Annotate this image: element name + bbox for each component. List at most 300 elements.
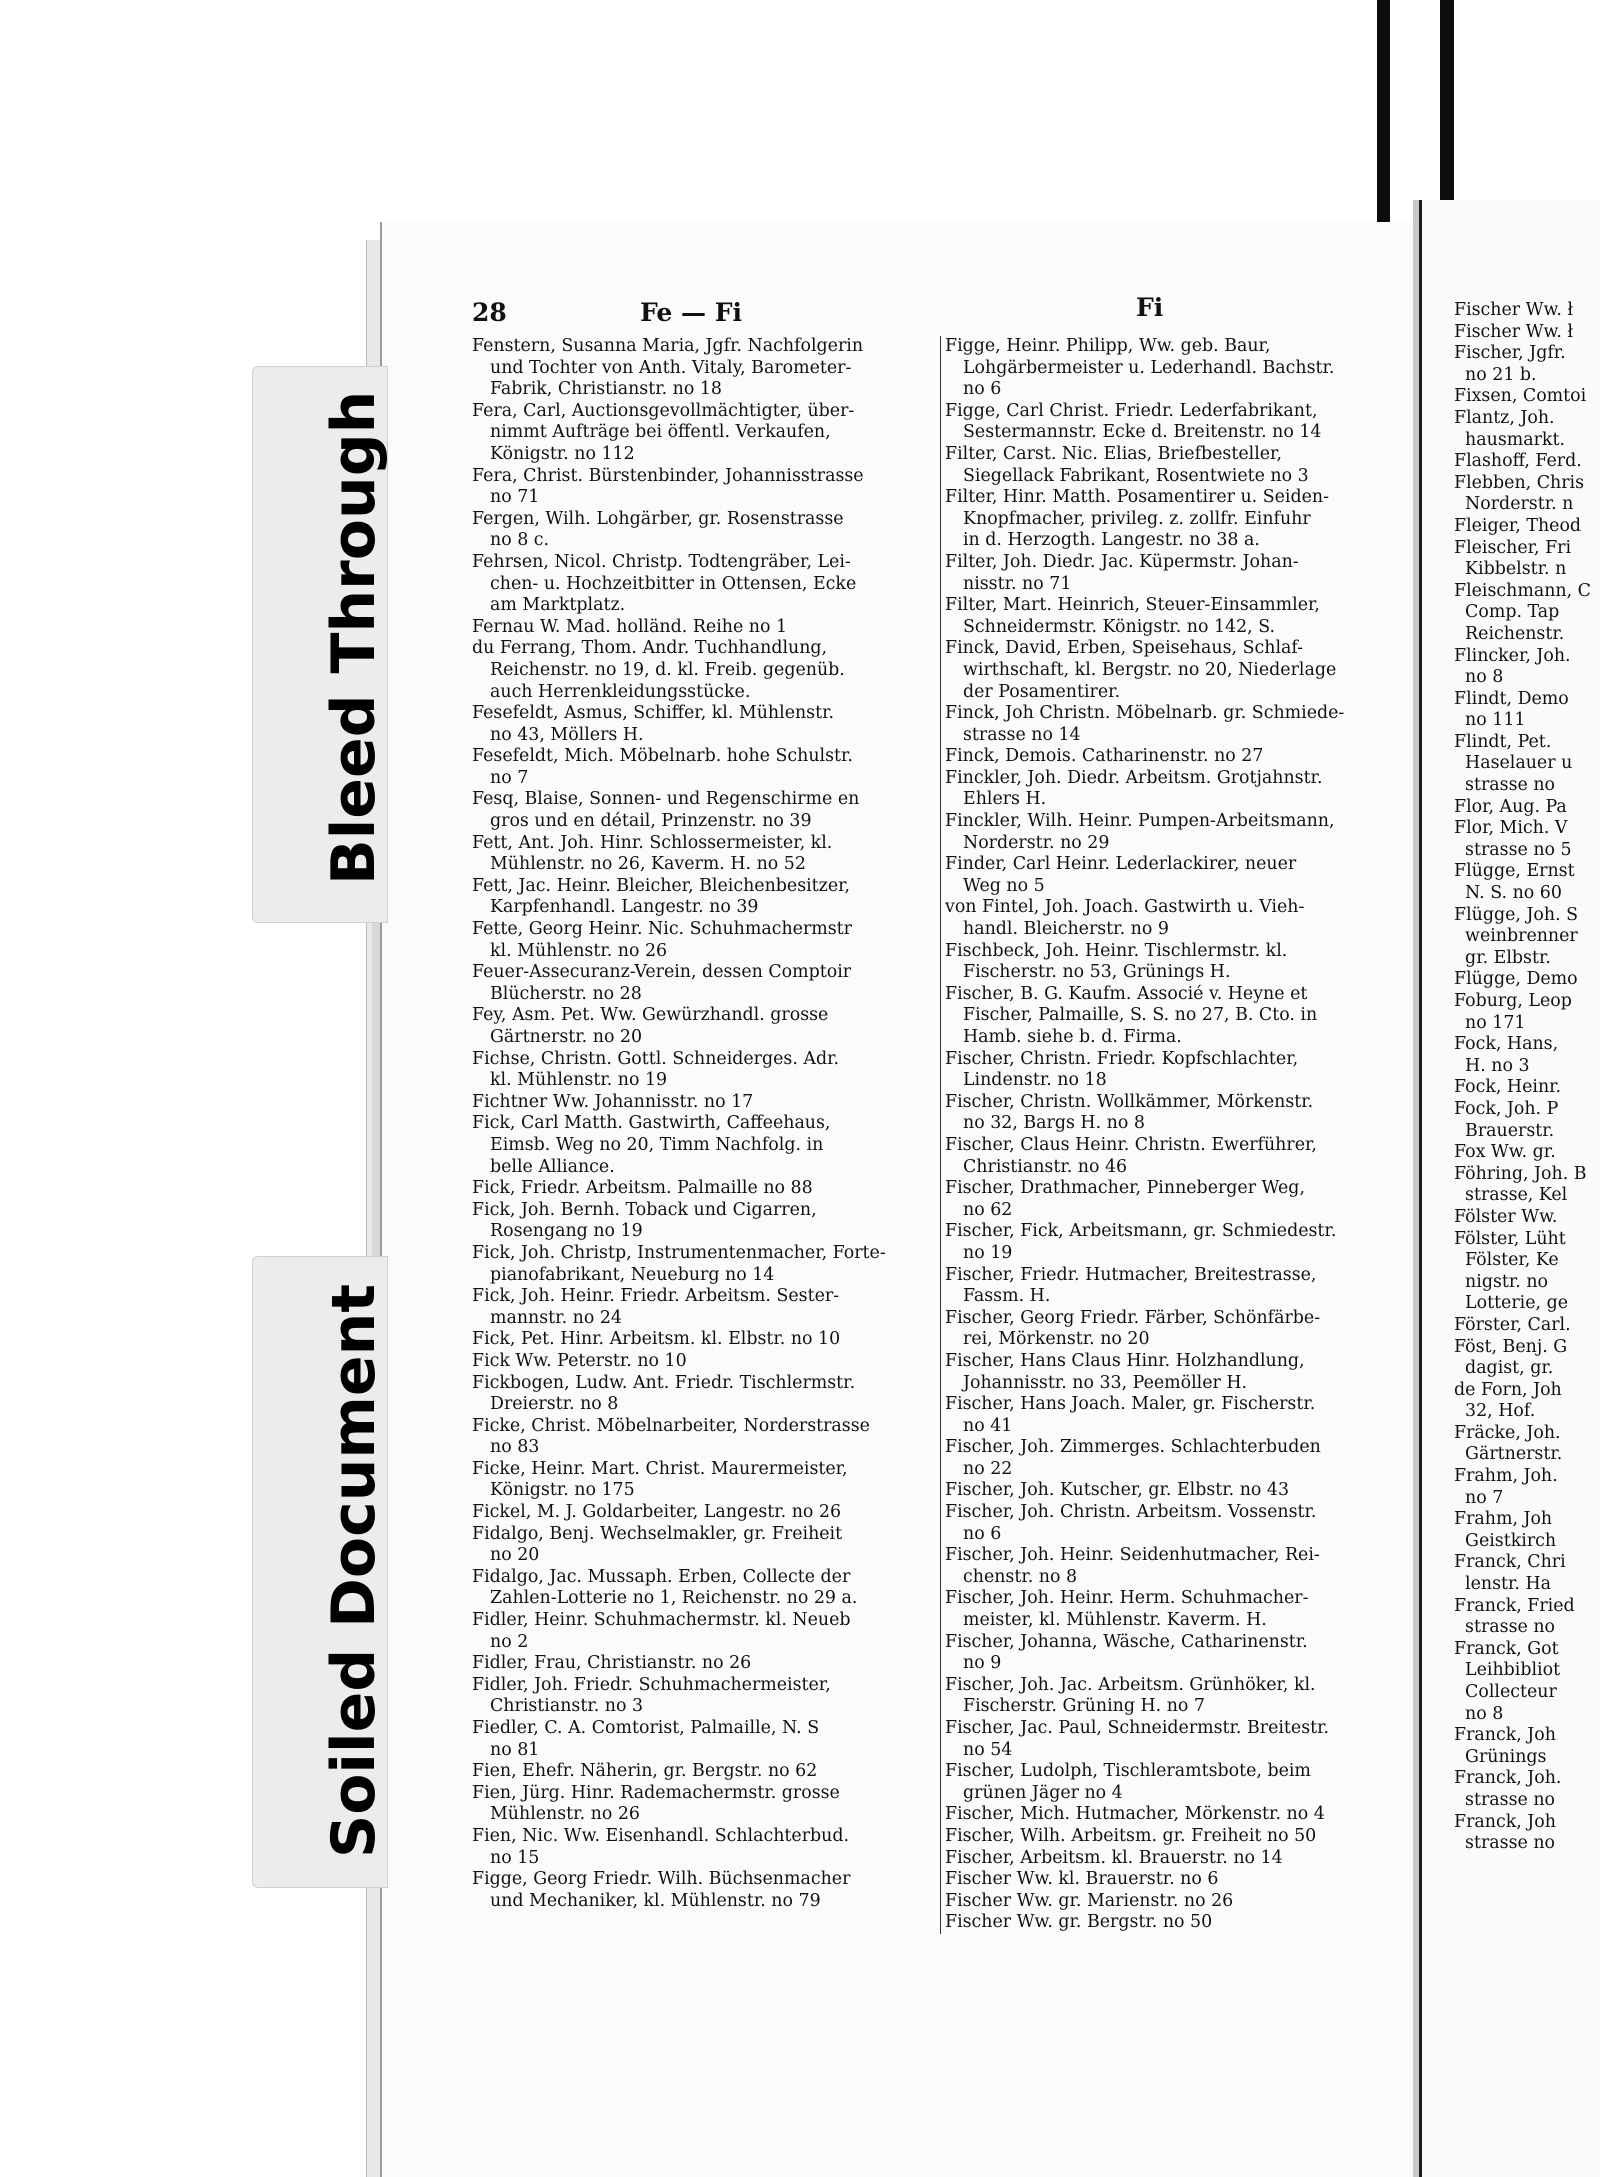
- entry-line: Blücherstr. no 28: [490, 983, 642, 1004]
- entry-line: Fichse, Christn. Gottl. Schneiderges. Adr.: [472, 1048, 840, 1069]
- entry-line: Siegellack Fabrikant, Rosentwiete no 3: [963, 465, 1309, 486]
- entry-line: Fien, Jürg. Hinr. Rademachermstr. grosse: [472, 1782, 840, 1803]
- entry-line: Fidalgo, Benj. Wechselmakler, gr. Freiheit: [472, 1523, 843, 1544]
- next-page-line: Fölster, Lüht: [1454, 1228, 1566, 1249]
- directory-entry: [472, 789, 930, 832]
- entry-line: Fernau W. Mad. holländ. Reihe no 1: [472, 616, 788, 637]
- directory-entry: [472, 1373, 930, 1416]
- directory-entry: [472, 1567, 930, 1610]
- entry-line: Christianstr. no 46: [963, 1156, 1128, 1177]
- next-page-line: Fleischer, Fri: [1454, 537, 1572, 558]
- directory-entry: [945, 1826, 1393, 1848]
- next-page-line: nigstr. no: [1454, 1271, 1548, 1292]
- entry-line: Fiedler, C. A. Comtorist, Palmaille, N. S: [472, 1718, 820, 1738]
- directory-entry: [472, 1178, 930, 1200]
- directory-entry: [472, 1416, 930, 1459]
- directory-entry: [945, 1912, 1393, 1934]
- directory-entry: [945, 1632, 1393, 1675]
- entry-line: Filter, Hinr. Matth. Posamentirer u. Seiden-: [945, 487, 1329, 508]
- next-page-line: Fischer Ww. ł: [1454, 300, 1574, 320]
- entry-line: Fick, Pet. Hinr. Arbeitsm. kl. Elbstr. no 10: [472, 1329, 841, 1350]
- entry-line: Fien, Ehefr. Näherin, gr. Bergstr. no 62: [472, 1761, 818, 1782]
- entry-line: Fick, Joh. Heinr. Friedr. Arbeitsm. Sester-: [472, 1286, 840, 1307]
- directory-entry: [472, 1092, 930, 1114]
- next-page-line: Flügge, Demo: [1454, 969, 1578, 990]
- next-page-line: Fock, Heinr.: [1454, 1077, 1562, 1098]
- next-page-line: strasse, Kel: [1454, 1185, 1568, 1206]
- next-page-line: N. S. no 60: [1454, 883, 1562, 904]
- next-page-line: Flügge, Ernst: [1454, 861, 1575, 882]
- next-page-line: Foburg, Leop: [1454, 991, 1572, 1011]
- directory-entry: [472, 1869, 930, 1912]
- next-page-line: Fock, Joh. P: [1454, 1098, 1559, 1119]
- next-page-line: Reichenstr.: [1454, 623, 1565, 644]
- entry-line: Königstr. no 112: [490, 443, 635, 464]
- directory-entry: [945, 552, 1393, 595]
- entry-line: Figge, Georg Friedr. Wilh. Büchsenmacher: [472, 1869, 851, 1890]
- directory-entry: [945, 487, 1393, 552]
- next-page-line: Flor, Mich. V: [1454, 818, 1568, 839]
- entry-line: Weg no 5: [963, 875, 1045, 896]
- directory-entry: [945, 1480, 1393, 1502]
- directory-entry: [472, 1783, 930, 1826]
- next-page-line: no 21 b.: [1454, 364, 1537, 385]
- next-page-line: strasse no: [1454, 1833, 1555, 1854]
- next-page-line: Fräcke, Joh.: [1454, 1422, 1561, 1443]
- entry-line: Finck, David, Erben, Speisehaus, Schlaf-: [945, 638, 1304, 659]
- directory-entry: [945, 1049, 1393, 1092]
- directory-entry: [472, 962, 930, 1005]
- entry-line: Fickbogen, Ludw. Ant. Friedr. Tischlermstr.: [472, 1372, 856, 1393]
- directory-entry: [945, 1804, 1393, 1826]
- entry-line: Johannisstr. no 33, Peemöller H.: [963, 1372, 1248, 1393]
- next-page-line: no 8: [1454, 667, 1504, 688]
- next-page-line: Flantz, Joh.: [1454, 407, 1555, 428]
- directory-entry: [945, 1718, 1393, 1761]
- next-page-line: Flindt, Pet.: [1454, 731, 1552, 752]
- entry-line: Fabrik, Christianstr. no 18: [490, 379, 722, 400]
- entry-line: Feuer-Assecuranz-Verein, dessen Comptoir: [472, 962, 852, 983]
- directory-entry: [945, 1588, 1393, 1631]
- directory-entry: [472, 1200, 930, 1243]
- entry-line: Fischer, Wilh. Arbeitsm. gr. Freiheit no 50: [945, 1825, 1317, 1846]
- next-page-line: Franck, Joh: [1454, 1811, 1556, 1832]
- directory-entry: [472, 1329, 930, 1351]
- entry-line: Mühlenstr. no 26: [490, 1804, 640, 1825]
- entry-line: Ficke, Heinr. Mart. Christ. Maurermeister,: [472, 1458, 848, 1479]
- entry-line: Rosengang no 19: [490, 1221, 643, 1242]
- next-page-line: Franck, Joh.: [1454, 1768, 1562, 1789]
- entry-line: Fick, Friedr. Arbeitsm. Palmaille no 88: [472, 1178, 813, 1199]
- next-page-line: 32, Hof.: [1454, 1401, 1536, 1422]
- next-page-column: [1454, 300, 1600, 1855]
- directory-entry: [945, 941, 1393, 984]
- entry-line: Fidler, Joh. Friedr. Schuhmachermeister,: [472, 1674, 831, 1695]
- entry-line: Schneidermstr. Königstr. no 142, S.: [963, 616, 1276, 637]
- entry-line: Fesefeldt, Asmus, Schiffer, kl. Mühlenstr.: [472, 703, 835, 724]
- entry-line: no 43, Möllers H.: [490, 724, 644, 745]
- next-page-line: Franck, Chri: [1454, 1552, 1566, 1573]
- next-page-line: no 8: [1454, 1703, 1504, 1724]
- entry-line: Fischer, Joh. Heinr. Herm. Schuhmacher-: [945, 1588, 1309, 1609]
- entry-line: kl. Mühlenstr. no 19: [490, 1070, 668, 1091]
- entry-line: mannstr. no 24: [490, 1307, 622, 1328]
- entry-line: Reichenstr. no 19, d. kl. Freib. gegenüb.: [490, 659, 845, 680]
- entry-line: Fischer, Joh. Zimmerges. Schlachterbuden: [945, 1437, 1321, 1458]
- next-page-line: no 111: [1454, 710, 1526, 731]
- scan-edge-stripe: [1440, 0, 1454, 200]
- entry-line: Fergen, Wilh. Lohgärber, gr. Rosenstrasse: [472, 508, 844, 529]
- directory-entry: [472, 1761, 930, 1783]
- next-page-line: Fleischmann, C: [1454, 580, 1591, 601]
- entry-line: der Posamentirer.: [963, 681, 1121, 702]
- next-page-line: lenstr. Ha: [1454, 1574, 1552, 1595]
- entry-line: no 83: [490, 1437, 540, 1458]
- directory-entry: [945, 811, 1393, 854]
- entry-line: Fick, Carl Matth. Gastwirth, Caffeehaus,: [472, 1113, 831, 1134]
- entry-line: Fischer, Joh. Christn. Arbeitsm. Vossenstr.: [945, 1502, 1317, 1523]
- entry-line: no 6: [963, 379, 1002, 400]
- entry-line: Fischer Ww. gr. Bergstr. no 50: [945, 1912, 1213, 1933]
- entry-line: no 54: [963, 1739, 1013, 1760]
- entry-line: Knopfmacher, privileg. z. zollfr. Einfuhr: [963, 508, 1311, 529]
- entry-line: Fett, Jac. Heinr. Bleicher, Bleichenbesitzer,: [472, 875, 851, 896]
- next-page-line: Norderstr. n: [1454, 494, 1574, 515]
- entry-line: Fischer, Joh. Heinr. Seidenhutmacher, Rei-: [945, 1545, 1320, 1566]
- entry-line: Fidler, Heinr. Schuhmachermstr. kl. Neueb: [472, 1610, 851, 1631]
- entry-line: Norderstr. no 29: [963, 832, 1110, 853]
- entry-line: no 41: [963, 1415, 1013, 1436]
- directory-entry: [945, 1092, 1393, 1135]
- entry-line: Filter, Joh. Diedr. Jac. Küpermstr. Johan-: [945, 551, 1299, 572]
- next-page-line: weinbrenner: [1454, 926, 1578, 947]
- next-page-line: Franck, Got: [1454, 1638, 1559, 1659]
- directory-entry: [945, 1178, 1393, 1221]
- entry-line: Fesefeldt, Mich. Möbelnarb. hohe Schulstr.: [472, 746, 853, 767]
- next-page-line: Flügge, Joh. S: [1454, 904, 1579, 925]
- directory-entry: [945, 1135, 1393, 1178]
- next-page-line: strasse no 5: [1454, 839, 1572, 860]
- directory-entry: [472, 466, 930, 509]
- entry-line: von Fintel, Joh. Joach. Gastwirth u. Vieh-: [945, 897, 1305, 918]
- next-page-line: Brauerstr.: [1454, 1120, 1555, 1141]
- entry-line: Zahlen-Lotterie no 1, Reichenstr. no 29 a.: [490, 1588, 858, 1609]
- entry-line: Fera, Christ. Bürstenbinder, Johannisstrasse: [472, 465, 864, 486]
- entry-line: Figge, Heinr. Philipp, Ww. geb. Baur,: [945, 336, 1271, 356]
- entry-line: no 19: [963, 1242, 1013, 1263]
- next-page-line: Flashoff, Ferd.: [1454, 451, 1582, 472]
- directory-entry: [945, 1394, 1393, 1437]
- directory-entry: [472, 1524, 930, 1567]
- entry-line: Fette, Georg Heinr. Nic. Schuhmachermstr: [472, 919, 852, 940]
- directory-entry: [472, 876, 930, 919]
- page-number: 28: [472, 298, 507, 327]
- next-page-line: H. no 3: [1454, 1055, 1530, 1076]
- entry-line: Ehlers H.: [963, 789, 1047, 810]
- next-page-line: Föst, Benj. G: [1454, 1336, 1568, 1357]
- next-page-line: Fox Ww. gr.: [1454, 1142, 1556, 1163]
- entry-line: auch Herrenkleidungsstücke.: [490, 681, 751, 702]
- entry-line: und Mechaniker, kl. Mühlenstr. no 79: [490, 1890, 821, 1911]
- directory-entry: [472, 1243, 930, 1286]
- next-page-line: Fischer Ww. ł: [1454, 321, 1574, 342]
- directory-entry: [945, 1848, 1393, 1870]
- entry-line: chen- u. Hochzeitbitter in Ottensen, Ecke: [490, 573, 857, 594]
- entry-line: wirthschaft, kl. Bergstr. no 20, Niederlage: [963, 659, 1337, 680]
- directory-entry: [472, 638, 930, 703]
- entry-line: grünen Jäger no 4: [963, 1782, 1123, 1803]
- entry-line: Fischer, Claus Heinr. Christn. Ewerführer,: [945, 1134, 1317, 1155]
- entry-line: gros und en détail, Prinzenstr. no 39: [490, 811, 812, 832]
- entry-line: Fidalgo, Jac. Mussaph. Erben, Collecte der: [472, 1566, 851, 1587]
- entry-line: rei, Mörkenstr. no 20: [963, 1329, 1150, 1350]
- directory-entry: [472, 1675, 930, 1718]
- next-page-line: strasse no: [1454, 1617, 1555, 1638]
- next-page-line: Lotterie, ge: [1454, 1293, 1568, 1314]
- next-page-line: Leihbibliot: [1454, 1660, 1561, 1681]
- next-page-line: strasse no: [1454, 1789, 1555, 1810]
- entry-line: no 20: [490, 1545, 540, 1566]
- entry-line: Lindenstr. no 18: [963, 1070, 1107, 1091]
- directory-entry: [472, 833, 930, 876]
- next-page-line: strasse no: [1454, 775, 1555, 796]
- entry-line: Fehrsen, Nicol. Christp. Todtengräber, Lei-: [472, 551, 851, 572]
- entry-line: Lohgärbermeister u. Lederhandl. Bachstr.: [963, 357, 1335, 378]
- entry-line: Fassm. H.: [963, 1286, 1051, 1307]
- entry-line: Filter, Carst. Nic. Elias, Briefbesteller,: [945, 443, 1282, 464]
- entry-line: Fischer, Drathmacher, Pinneberger Weg,: [945, 1178, 1305, 1199]
- entry-line: Fick, Joh. Christp, Instrumentenmacher, Forte-: [472, 1242, 886, 1263]
- entry-line: Christianstr. no 3: [490, 1696, 644, 1717]
- entry-line: Sestermannstr. Ecke d. Breitenstr. no 14: [963, 422, 1322, 443]
- entry-line: Dreierstr. no 8: [490, 1394, 619, 1415]
- directory-entry: [945, 854, 1393, 897]
- directory-entry: [945, 336, 1393, 401]
- entry-line: Königstr. no 175: [490, 1480, 635, 1501]
- next-page-line: Haselauer u: [1454, 753, 1573, 774]
- directory-entry: [472, 703, 930, 746]
- entry-line: Fischer Ww. kl. Brauerstr. no 6: [945, 1869, 1219, 1890]
- entry-line: Fischer, Johanna, Wäsche, Catharinenstr.: [945, 1631, 1308, 1652]
- entry-line: Fischer, Hans Claus Hinr. Holzhandlung,: [945, 1350, 1305, 1371]
- entry-line: Fischerstr. no 53, Grünings H.: [963, 962, 1231, 983]
- directory-entry: [945, 1761, 1393, 1804]
- directory-entry: [472, 919, 930, 962]
- entry-line: no 7: [490, 767, 529, 788]
- directory-entry: [945, 703, 1393, 746]
- entry-line: no 9: [963, 1653, 1002, 1674]
- entry-line: Fett, Ant. Joh. Hinr. Schlossermeister, kl.: [472, 832, 833, 853]
- entry-line: Fischer, Mich. Hutmacher, Mörkenstr. no 4: [945, 1804, 1325, 1825]
- entry-line: no 15: [490, 1847, 540, 1868]
- entry-line: Mühlenstr. no 26, Kaverm. H. no 52: [490, 854, 806, 875]
- next-page-line: Frahm, Joh.: [1454, 1466, 1558, 1487]
- entry-line: Finder, Carl Heinr. Lederlackirer, neuer: [945, 854, 1297, 875]
- next-page-line: Frahm, Joh: [1454, 1509, 1553, 1530]
- left-column: [472, 336, 930, 1912]
- entry-line: Fischer, Christn. Friedr. Kopfschlachter,: [945, 1048, 1299, 1069]
- entry-line: Fick Ww. Peterstr. no 10: [472, 1350, 687, 1371]
- directory-entry: [945, 638, 1393, 703]
- running-title: Fe — Fi: [640, 298, 742, 327]
- entry-line: Fidler, Frau, Christianstr. no 26: [472, 1653, 752, 1674]
- entry-line: Fischer, Arbeitsm. kl. Brauerstr. no 14: [945, 1847, 1283, 1868]
- next-page-line: Fixsen, Comtoi: [1454, 386, 1587, 407]
- directory-entry: [472, 1610, 930, 1653]
- entry-line: Fischerstr. Grüning H. no 7: [963, 1696, 1205, 1717]
- directory-entry: [472, 746, 930, 789]
- directory-entry: [472, 1113, 930, 1178]
- directory-entry: [472, 1718, 930, 1761]
- entry-line: Fera, Carl, Auctionsgevollmächtigter, über-: [472, 400, 855, 421]
- next-page-line: hausmarkt.: [1454, 429, 1565, 450]
- entry-line: Finckler, Wilh. Heinr. Pumpen-Arbeitsmann,: [945, 811, 1335, 832]
- directory-entry: [945, 1545, 1393, 1588]
- directory-entry: [472, 1653, 930, 1675]
- directory-entry: [472, 552, 930, 617]
- entry-line: no 81: [490, 1739, 540, 1760]
- entry-line: nisstr. no 71: [963, 573, 1072, 594]
- entry-line: Fischer, B. G. Kaufm. Associé v. Heyne et: [945, 983, 1308, 1004]
- entry-line: chenstr. no 8: [963, 1566, 1078, 1587]
- entry-line: Filter, Mart. Heinrich, Steuer-Einsammler,: [945, 595, 1320, 616]
- entry-line: Finck, Demois. Catharinenstr. no 27: [945, 746, 1264, 767]
- entry-line: Finckler, Joh. Diedr. Arbeitsm. Grotjahnstr.: [945, 767, 1323, 788]
- directory-entry: [472, 1286, 930, 1329]
- directory-entry: [945, 768, 1393, 811]
- directory-entry: [945, 1308, 1393, 1351]
- entry-line: Fischer, Palmaille, S. S. no 27, B. Cto. in: [963, 1005, 1318, 1026]
- entry-line: Hamb. siehe b. d. Firma.: [963, 1027, 1182, 1047]
- next-page-line: Collecteur: [1454, 1682, 1557, 1702]
- entry-line: Fickel, M. J. Goldarbeiter, Langestr. no 26: [472, 1502, 842, 1523]
- entry-line: in d. Herzogth. Langestr. no 38 a.: [963, 530, 1260, 551]
- entry-line: Fichtner Ww. Johannisstr. no 17: [472, 1091, 754, 1112]
- entry-line: Fien, Nic. Ww. Eisenhandl. Schlachterbud.: [472, 1825, 850, 1846]
- directory-entry: [945, 1437, 1393, 1480]
- entry-line: nimmt Aufträge bei öffentl. Verkaufen,: [490, 422, 831, 443]
- entry-line: Fischer, Joh. Jac. Arbeitsm. Grünhöker, kl.: [945, 1674, 1316, 1695]
- entry-line: am Marktplatz.: [490, 595, 626, 616]
- entry-line: Fischer, Fick, Arbeitsmann, gr. Schmiedestr.: [945, 1221, 1337, 1242]
- entry-line: Eimsb. Weg no 20, Timm Nachfolg. in: [490, 1134, 824, 1155]
- next-page-line: no 171: [1454, 1012, 1526, 1033]
- entry-line: belle Alliance.: [490, 1156, 615, 1177]
- entry-line: Fenstern, Susanna Maria, Jgfr. Nachfolgerin: [472, 336, 864, 356]
- directory-entry: [472, 1502, 930, 1524]
- directory-entry: [945, 444, 1393, 487]
- next-page-line: Fischer, Jgfr.: [1454, 343, 1566, 364]
- entry-line: Fischbeck, Joh. Heinr. Tischlermstr. kl.: [945, 940, 1288, 961]
- directory-entry: [945, 1869, 1393, 1891]
- entry-line: no 6: [963, 1523, 1002, 1544]
- next-page-line: Fölster, Ke: [1454, 1250, 1559, 1271]
- directory-entry: [945, 984, 1393, 1049]
- next-page-line: Kibbelstr. n: [1454, 559, 1567, 580]
- entry-line: strasse no 14: [963, 724, 1081, 745]
- directory-entry: [945, 1891, 1393, 1913]
- entry-line: Fischer, Joh. Kutscher, gr. Elbstr. no 43: [945, 1480, 1290, 1501]
- entry-line: Fischer, Georg Friedr. Färber, Schönfärbe-: [945, 1307, 1321, 1328]
- right-column: [940, 336, 1393, 1934]
- entry-line: du Ferrang, Thom. Andr. Tuchhandlung,: [472, 638, 828, 659]
- entry-line: Fischer, Hans Joach. Maler, gr. Fischerstr.: [945, 1394, 1316, 1415]
- next-page-line: Flindt, Demo: [1454, 688, 1569, 709]
- entry-line: no 62: [963, 1199, 1013, 1220]
- directory-entry: [472, 617, 930, 639]
- next-page-line: Comp. Tap: [1454, 602, 1560, 623]
- entry-line: no 22: [963, 1458, 1013, 1479]
- entry-line: meister, kl. Mühlenstr. Kaverm. H.: [963, 1610, 1267, 1631]
- scan-edge-stripe: [1377, 0, 1390, 245]
- next-page-title: Fi: [1136, 293, 1164, 322]
- entry-line: pianofabrikant, Neueburg no 14: [490, 1264, 775, 1285]
- next-page-line: Fock, Hans,: [1454, 1034, 1559, 1055]
- next-page-line: Franck, Joh: [1454, 1725, 1556, 1746]
- entry-line: Fischer, Friedr. Hutmacher, Breitestrasse,: [945, 1264, 1317, 1285]
- next-page-line: de Forn, Joh: [1454, 1379, 1562, 1400]
- next-page-line: Fleiger, Theod: [1454, 515, 1582, 536]
- entry-line: Karpfenhandl. Langestr. no 39: [490, 897, 759, 918]
- directory-entry: [472, 1049, 930, 1092]
- entry-line: Fischer, Jac. Paul, Schneidermstr. Breitestr.: [945, 1718, 1330, 1738]
- next-page-line: no 7: [1454, 1487, 1504, 1508]
- entry-line: kl. Mühlenstr. no 26: [490, 940, 668, 961]
- entry-line: Fey, Asm. Pet. Ww. Gewürzhandl. grosse: [472, 1005, 829, 1026]
- entry-line: no 8 c.: [490, 530, 550, 551]
- directory-entry: [945, 897, 1393, 940]
- entry-line: no 2: [490, 1631, 529, 1652]
- entry-line: Figge, Carl Christ. Friedr. Lederfabrikant,: [945, 400, 1318, 421]
- soiled-document-label: Soiled Document: [319, 1283, 389, 1858]
- entry-line: Fischer Ww. gr. Marienstr. no 26: [945, 1890, 1234, 1911]
- next-page-line: Flebben, Chris: [1454, 472, 1585, 493]
- directory-entry: [945, 746, 1393, 768]
- next-page-line: gr. Elbstr.: [1454, 947, 1551, 968]
- entry-line: no 71: [490, 487, 540, 508]
- entry-line: Fick, Joh. Bernh. Toback und Cigarren,: [472, 1199, 817, 1220]
- directory-entry: [472, 1005, 930, 1048]
- entry-line: Gärtnerstr. no 20: [490, 1027, 643, 1047]
- bleed-through-label: Bleed Through: [319, 390, 389, 885]
- directory-entry: [472, 1459, 930, 1502]
- entry-line: handl. Bleicherstr. no 9: [963, 919, 1169, 940]
- entry-line: Ficke, Christ. Möbelnarbeiter, Norderstrasse: [472, 1415, 870, 1436]
- next-page-line: Flincker, Joh.: [1454, 645, 1571, 666]
- directory-entry: [945, 1502, 1393, 1545]
- next-page-line: Franck, Fried: [1454, 1595, 1575, 1616]
- next-page-line: Gärtnerstr.: [1454, 1444, 1563, 1465]
- directory-entry: [472, 1826, 930, 1869]
- directory-entry: [472, 336, 930, 401]
- directory-entry: [945, 595, 1393, 638]
- next-page-line: Fölster Ww.: [1454, 1206, 1558, 1227]
- next-page-line: Geistkirch: [1454, 1530, 1557, 1551]
- directory-entry: [945, 1221, 1393, 1264]
- directory-entry: [945, 1265, 1393, 1308]
- next-page-line: Förster, Carl.: [1454, 1314, 1571, 1335]
- directory-entry: [945, 1675, 1393, 1718]
- entry-line: Fesq, Blaise, Sonnen- und Regenschirme en: [472, 789, 860, 810]
- directory-entry: [472, 509, 930, 552]
- next-page-line: Föhring, Joh. B: [1454, 1163, 1587, 1184]
- next-page-line: dagist, gr.: [1454, 1358, 1554, 1379]
- entry-line: no 32, Bargs H. no 8: [963, 1113, 1145, 1134]
- entry-line: Fischer, Christn. Wollkämmer, Mörkenstr.: [945, 1091, 1314, 1112]
- directory-entry: [945, 1351, 1393, 1394]
- directory-entry: [945, 401, 1393, 444]
- directory-entry: [472, 1351, 930, 1373]
